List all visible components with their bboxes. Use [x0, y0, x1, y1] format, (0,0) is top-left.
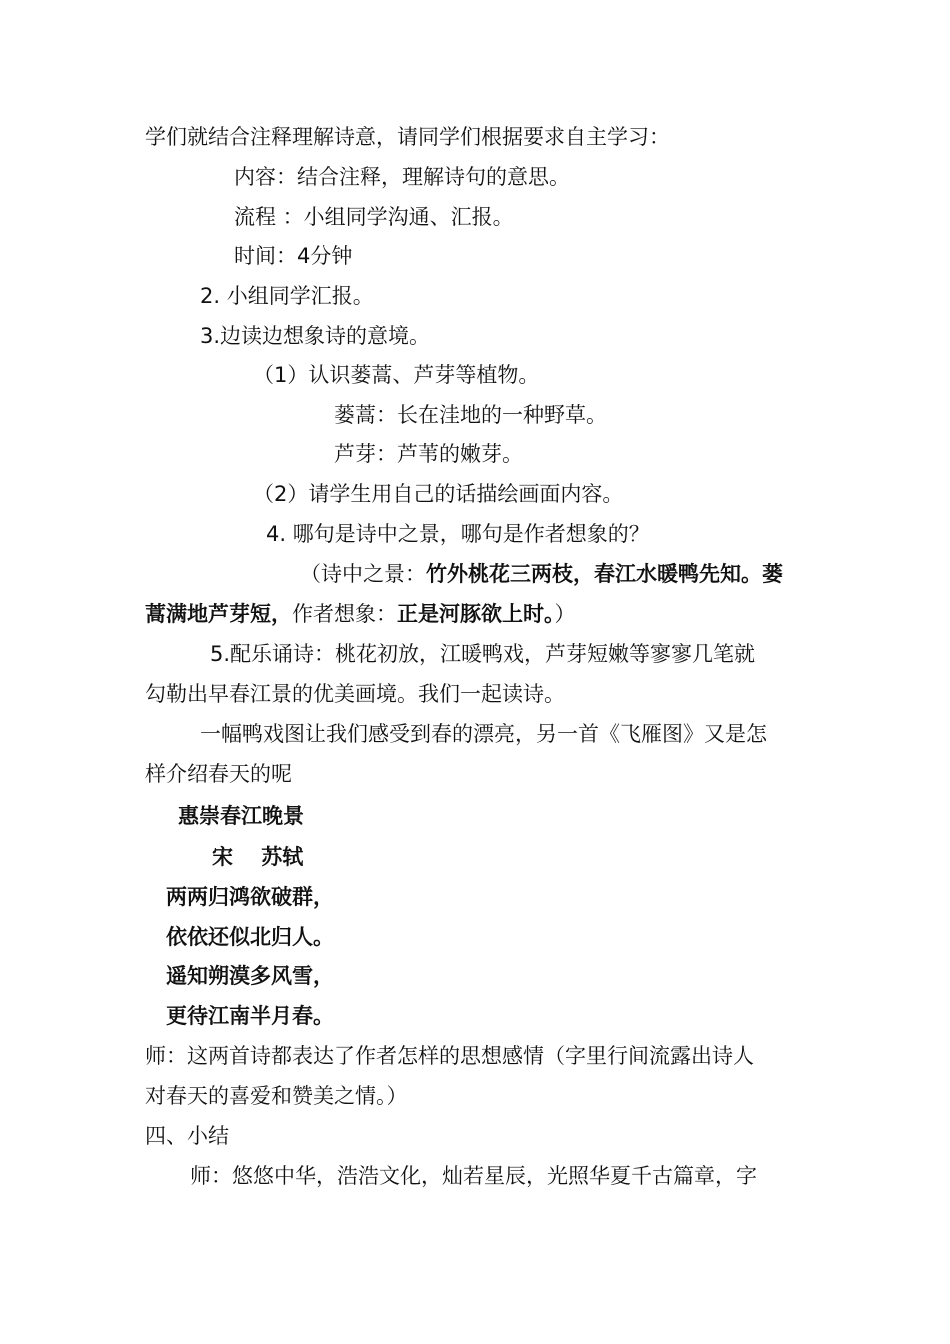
- list-item: 3.边读边想象诗的意境。: [200, 324, 431, 348]
- text-line: 流程 ：小组同学沟通、汇报。: [234, 205, 514, 229]
- poem-line: 依依还似北归人。: [166, 925, 334, 949]
- text-line: 对春天的喜爱和赞美之情。）: [145, 1084, 408, 1108]
- text-line: [145, 600, 576, 628]
- text-line: 蒌蒿：长在洼地的一种野草。: [334, 403, 607, 427]
- text-line: 内容：结合注释，理解诗句的意思。: [234, 165, 570, 189]
- text-line: 样介绍春天的呢: [145, 762, 292, 786]
- bold-text: 竹外桃花三两枝，春江水暖鸭先知。蒌: [426, 562, 783, 586]
- text-line: 时间：4分钟: [234, 244, 353, 268]
- list-item: 4. 哪句是诗中之景，哪句是作者想象的？: [266, 522, 650, 546]
- sub-item: （1）认识蒌蒿、芦芽等植物。: [253, 363, 540, 387]
- text-span: （诗中之景：: [300, 562, 426, 586]
- poem-line: 两两归鸿欲破群，: [166, 885, 334, 909]
- list-item: 2. 小组同学汇报。: [200, 284, 374, 308]
- text-line: 一幅鸭戏图让我们感受到春的漂亮，另一首《飞雁图》又是怎: [200, 722, 767, 746]
- bold-text: 蒿满地芦芽短，: [145, 602, 292, 626]
- list-item: 5.配乐诵诗：桃花初放，江暖鸭戏，芦芽短嫩等寥寥几笔就: [210, 642, 756, 666]
- text-span: ）: [554, 602, 576, 626]
- text-line: 勾勒出早春江景的优美画境。我们一起读诗。: [145, 682, 565, 706]
- bold-text: 正是河豚欲上时。: [397, 602, 555, 626]
- text-span: 作者想象：: [292, 602, 397, 626]
- text-line: [300, 560, 783, 588]
- section-heading: 四、小结: [145, 1124, 229, 1148]
- text-line: 芦芽：芦苇的嫩芽。: [334, 442, 523, 466]
- poem-line: 更待江南半月春。: [166, 1004, 334, 1028]
- sub-item: （2）请学生用自己的话描绘画面内容。: [253, 482, 624, 506]
- poem-line: 遥知朔漠多风雪，: [166, 964, 334, 988]
- poem-author: 宋 苏轼: [212, 845, 304, 869]
- text-line: 学们就结合注释理解诗意，请同学们根据要求自主学习：: [145, 125, 670, 149]
- text-line: 师：悠悠中华，浩浩文化，灿若星辰，光照华夏千古篇章，字: [190, 1164, 757, 1188]
- text-line: 师：这两首诗都表达了作者怎样的思想感情（字里行间流露出诗人: [145, 1044, 754, 1068]
- poem-title: 惠崇春江晚景: [178, 804, 304, 828]
